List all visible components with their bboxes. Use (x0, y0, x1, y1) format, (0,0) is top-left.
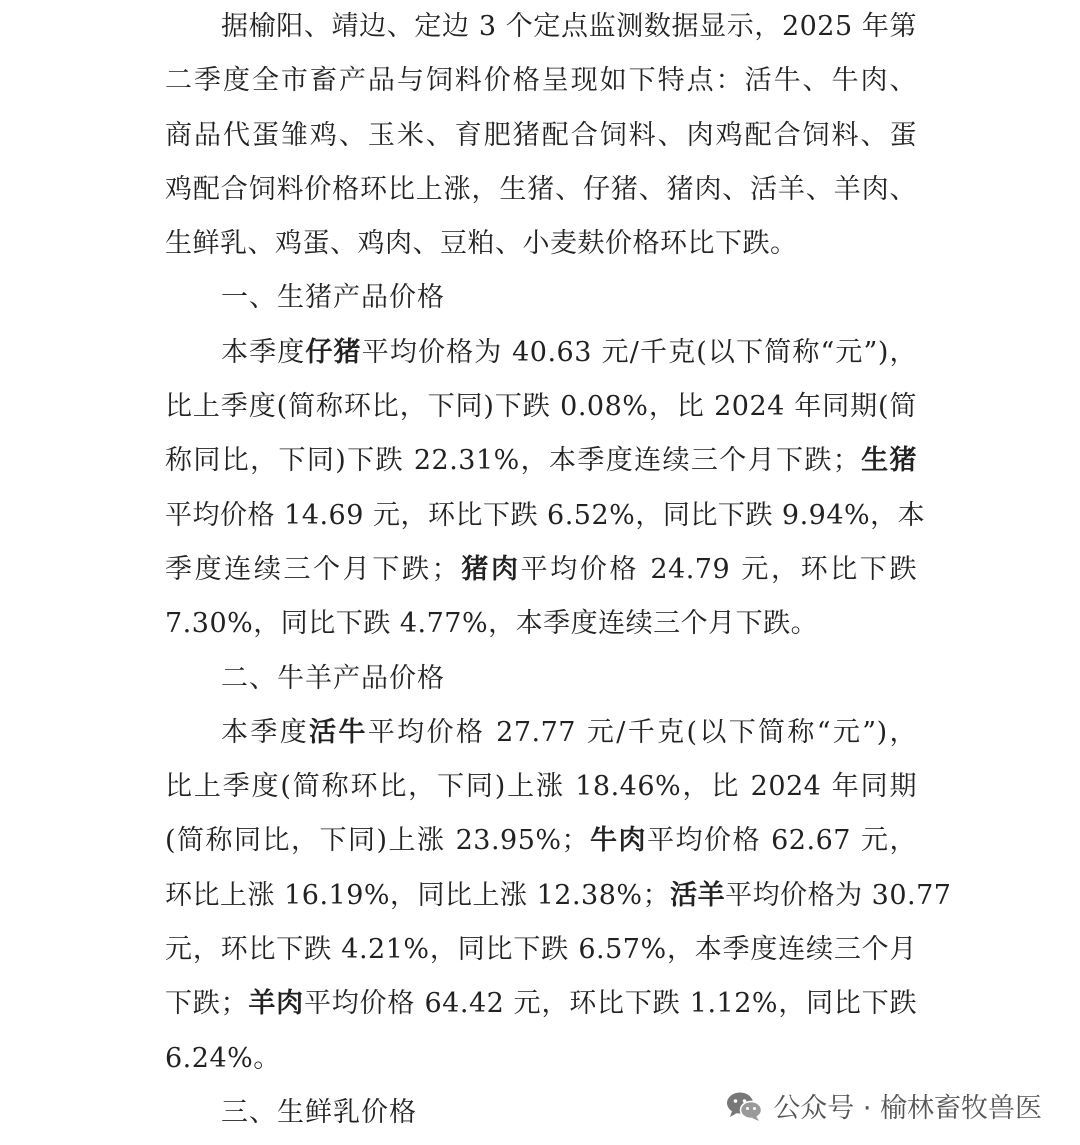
intro-line-3: 商品代蛋雏鸡、玉米、育肥猪配合饲料、肉鸡配合饲料、蛋 (165, 119, 917, 151)
term-pork: 猪肉 (459, 553, 521, 585)
cattle-line-5: 元，环比下跌 4.21%，同比下跌 6.57%，本季度连续三个月 (165, 934, 917, 966)
intro-line-4: 鸡配合饲料价格环比上涨，生猪、仔猪、猪肉、活羊、羊肉、 (165, 173, 917, 205)
wechat-icon (725, 1090, 763, 1122)
term-beef: 牛肉 (589, 825, 648, 857)
term-live-sheep: 活羊 (670, 879, 726, 911)
section-heading-cattle-sheep: 二、牛羊产品价格 (221, 662, 445, 694)
pig-line-5: 季度连续三个月下跌；猪肉平均价格 24.79 元，环比下跌 (165, 553, 918, 585)
pig-line-2: 比上季度(简称环比，下同)下跌 0.08%，比 2024 年同期(简 (165, 391, 917, 423)
cattle-line-2: 比上季度(简称环比，下同)上涨 18.46%，比 2024 年同期 (165, 771, 917, 803)
cattle-line-3: (简称同比，下同)上涨 23.95%；牛肉平均价格 62.67 元， (165, 825, 917, 857)
term-live-cattle: 活牛 (309, 716, 368, 748)
watermark-text: 公众号 · 榆林畜牧兽医 (773, 1093, 1042, 1124)
section-heading-milk: 三、生鲜乳价格 (221, 1096, 417, 1128)
wechat-watermark (719, 1084, 1048, 1127)
intro-line-2: 二季度全市畜产品与饲料价格呈现如下特点：活牛、牛肉、 (165, 65, 917, 97)
cattle-line-1: 本季度活牛平均价格 27.77 元/千克(以下简称“元”)， (221, 716, 917, 748)
pig-line-4: 平均价格 14.69 元，环比下跌 6.52%，同比下跌 9.94%，本 (165, 499, 926, 531)
pig-line-3: 称同比，下同)下跌 22.31%，本季度连续三个月下跌；生猪 (165, 445, 917, 477)
section-heading-pig: 一、生猪产品价格 (221, 282, 445, 314)
pig-line-1: 本季度仔猪平均价格为 40.63 元/千克(以下简称“元”)， (221, 336, 918, 368)
intro-line-5: 生鲜乳、鸡蛋、鸡肉、豆粕、小麦麸价格环比下跌。 (165, 228, 798, 260)
cattle-line-4: 环比上涨 16.19%，同比上涨 12.38%；活羊平均价格为 30.77 (165, 879, 952, 911)
term-live-pig: 生猪 (860, 445, 917, 477)
document-body (165, 0, 952, 1140)
intro-line-1: 据榆阳、靖边、定边 3 个定点监测数据显示，2025 年第 (221, 11, 917, 42)
cattle-line-7: 6.24%。 (165, 1042, 281, 1074)
term-mutton: 羊肉 (248, 988, 304, 1020)
term-piglet: 仔猪 (305, 336, 362, 368)
cattle-line-6: 下跌；羊肉平均价格 64.42 元，环比下跌 1.12%，同比下跌 (165, 988, 918, 1020)
pig-line-6: 7.30%，同比下跌 4.77%，本季度连续三个月下跌。 (165, 608, 819, 640)
